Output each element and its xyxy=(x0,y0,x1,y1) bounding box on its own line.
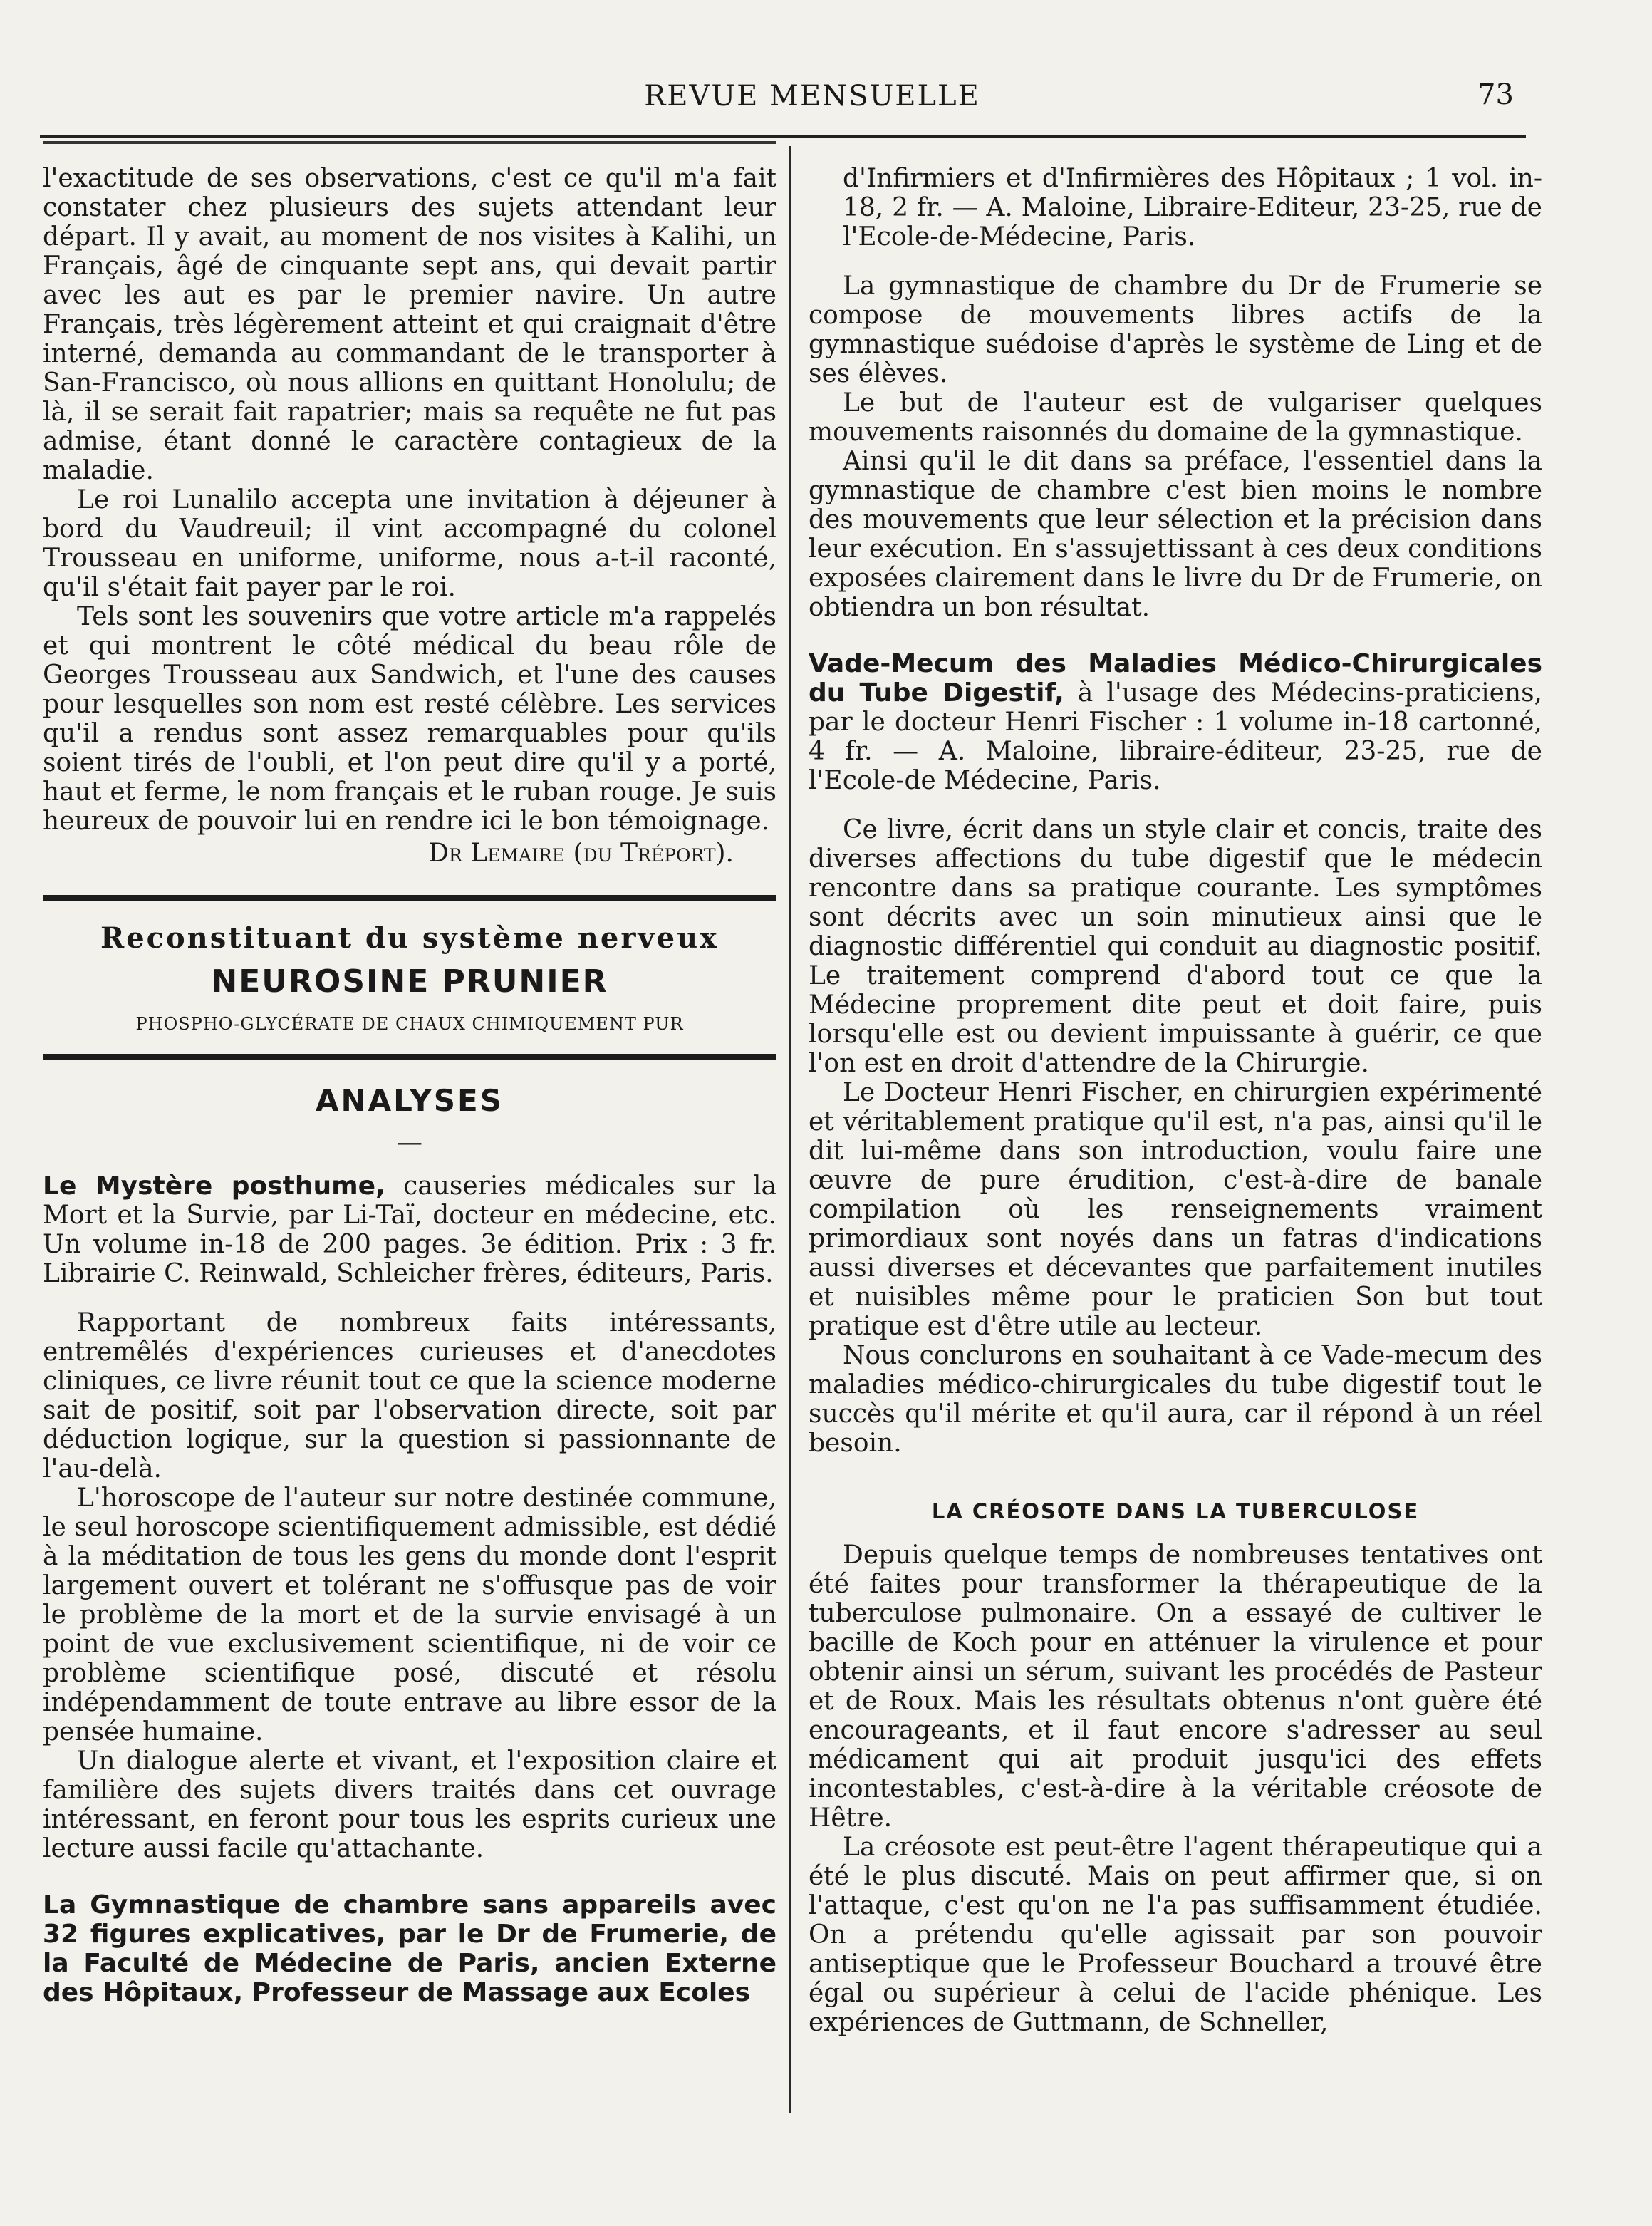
book-title: La Gymnastique de chambre sans appareils avec 32 figures explicatives, par le Dr de Frumerie, de la Faculté de Médecine de Paris, ancien Externe des Hôpitaux, Professeur de Massage aux Ecoles xyxy=(43,1890,776,2007)
ad-rule-bottom xyxy=(43,1054,776,1060)
review-paragraph: Ce livre, écrit dans un style clair et concis, traite des diverses affections du tube digestif que le médecin rencontre dans sa pratique courante. Les symptômes sont décrits avec un soin minutieux ainsi que le diagnostic différentiel qui conduit au diagnostic positif. Le traitement comprend d'abord tout ce que la Médecine proprement dite peut et doit faire, puis lorsqu'elle est ou devient impuissante à guérir, ce que l'on est en droit d'attendre de la Chirurgie. xyxy=(809,815,1542,1078)
section-dash: — xyxy=(397,1128,422,1157)
ad-description: PHOSPHO-GLYCÉRATE DE CHAUX CHIMIQUEMENT PUR xyxy=(135,1014,684,1034)
book-heading-continuation: d'Infirmiers et d'Infirmières des Hôpitaux ; 1 vol. in-18, 2 fr. — A. Maloine, Libraire-Editeur, 23-25, rue de l'Ecole-de-Médecine, Paris. xyxy=(843,164,1542,252)
book-title: Vade-Mecum des Maladies Médico-Chirurgicales du Tube Digestif, xyxy=(809,649,1542,708)
book-details: à l'usage des Médecins-praticiens, par le docteur Henri Fischer : 1 volume in-18 cartonné, 4 fr. — A. Maloine, libraire-éditeur, 23-25, rue de l'Ecole-de Médecine, Paris. xyxy=(809,678,1542,795)
ad-rule-top xyxy=(43,895,776,901)
running-title: REVUE MENSUELLE xyxy=(644,80,980,113)
review-paragraph: Nous conclurons en souhaitant à ce Vade-mecum des maladies médico-chirurgicales du tube digestif tout le succès qu'il mérite et qu'il aura, car il répond à un réel besoin. xyxy=(809,1341,1542,1458)
review-paragraph: La gymnastique de chambre du Dr de Frumerie se compose de mouvements libres actifs de la gymnastique suédoise d'après le système de Ling et de ses élèves. xyxy=(809,271,1542,388)
section-title: ANALYSES xyxy=(316,1083,504,1118)
letter-paragraph: l'exactitude de ses observations, c'est ce qu'il m'a fait constater chez plusieurs des sujets attendant leur départ. Il y avait, au moment de nos visites à Kalihi, un Français, âgé de cinquante sept ans, qui devait partir avec les aut es par le premier navire. Un autre Français, très légèrement atteint et qui craignait d'être interné, demanda au commandant de le transporter à San-Francisco, où nous allions en quittant Honolulu; de là, il se serait fait rapatrier; mais sa requête ne fut pas admise, étant donné le caractère contagieux de la maladie. xyxy=(43,164,776,485)
book-title: Le Mystère posthume, xyxy=(43,1171,385,1201)
letter-signature: Dr Lemaire (du Tréport). xyxy=(428,839,734,868)
page-number: 73 xyxy=(1477,78,1514,111)
header-rule xyxy=(40,135,1526,138)
letter-paragraph: Le roi Lunalilo accepta une invitation à déjeuner à bord du Vaudreuil; il vint accompagné du colonel Trousseau en uniforme, uniforme, nous a-t-il raconté, qu'il s'était fait payer par le roi. xyxy=(43,485,776,602)
review-paragraph: Rapportant de nombreux faits intéressants, entremêlés d'expériences curieuses et d'anecdotes cliniques, ce livre réunit tout ce que la science moderne sait de positif, soit par l'observation directe, soit par déduction logique, sur la question si passionnante de l'au-delà. xyxy=(43,1308,776,1484)
review-paragraph: Le Docteur Henri Fischer, en chirurgien expérimenté et véritablement pratique qu'il est, n'a pas, ainsi qu'il le dit lui-même dans son introduction, voulu faire une œuvre de pure érudition, c'est-à-dire de banale compilation où les renseignements vraiment primordiaux sont noyés dans un fatras d'indications aussi diverses et décevantes que parfaitement inutiles et nuisibles même pour le praticien Son but tout pratique est d'être utile au lecteur. xyxy=(809,1078,1542,1341)
right-column xyxy=(809,164,1542,2037)
article-paragraph: La créosote est peut-être l'agent thérapeutique qui a été le plus discuté. Mais on peut affirmer que, si on l'attaque, c'est qu'on ne l'a pas suffisamment étudiée. On a prétendu qu'elle agissait par son pouvoir antiseptique que le Professeur Bouchard a trouvé être égal ou supérieur à celui de l'acide phénique. Les expériences de Guttmann, de Schneller, xyxy=(809,1833,1542,2037)
review-paragraph: Un dialogue alerte et vivant, et l'exposition claire et familière des sujets divers traités dans cet ouvrage intéressant, en feront pour tous les esprits curieux une lecture aussi facile qu'attachante. xyxy=(43,1746,776,1863)
column-divider xyxy=(789,146,791,2113)
header-rule-thick xyxy=(43,141,776,144)
left-column xyxy=(43,164,776,2007)
review-paragraph: Ainsi qu'il le dit dans sa préface, l'essentiel dans la gymnastique de chambre c'est bien moins le nombre des mouvements que leur sélection et la précision dans leur exécution. En s'assujettissant à ces deux conditions exposées clairement dans le livre du Dr de Frumerie, on obtiendra un bon résultat. xyxy=(809,447,1542,622)
book-details: causeries médicales sur la Mort et la Survie, par Li-Taï, docteur en médecine, etc. Un volume in-18 de 200 pages. 3e édition. Prix : 3 fr. Librairie C. Reinwald, Schleicher frères, éditeurs, Paris. xyxy=(43,1171,776,1288)
review-paragraph: L'horoscope de l'auteur sur notre destinée commune, le seul horoscope scientifiquement admissible, est dédié à la méditation de tous les gens du monde dont l'esprit largement ouvert et tolérant ne s'offusque pas de voir le problème de la mort et de la survie envisagé à un point de vue exclusivement scientifique, ni de voir ce problème scientifique posé, discuté et résolu indépendamment de toute entrave au libre essor de la pensée humaine. xyxy=(43,1484,777,1746)
book-heading xyxy=(809,649,1542,795)
book-heading xyxy=(43,1890,776,2007)
book-heading xyxy=(43,1171,776,1288)
ad-product-name: NEUROSINE PRUNIER xyxy=(211,963,608,1000)
review-paragraph: Le but de l'auteur est de vulgariser quelques mouvements raisonnés du domaine de la gymnastique. xyxy=(809,388,1542,447)
article-paragraph: Depuis quelque temps de nombreuses tentatives ont été faites pour transformer la thérapeutique de la tuberculose pulmonaire. On a essayé de cultiver le bacille de Koch pour en atténuer la virulence et pour obtenir ainsi un sérum, suivant les procédés de Pasteur et de Roux. Mais les résultats obtenus n'ont guère été encourageants, et il faut encore s'adresser au seul médicament qui ait produit jusqu'ici des effets incontestables, c'est-à-dire à la véritable créosote de Hêtre. xyxy=(809,1541,1542,1833)
article-title: LA CRÉOSOTE DANS LA TUBERCULOSE xyxy=(931,1499,1420,1523)
letter-paragraph: Tels sont les souvenirs que votre article m'a rappelés et qui montrent le côté médical du beau rôle de Georges Trousseau aux Sandwich, et l'une des causes pour lesquelles son nom est resté célèbre. Les services qu'il a rendus sont assez remarquables pour qu'ils soient tirés de l'oubli, et l'on peut dire qu'il y a porté, haut et ferme, le nom français et le ruban rouge. Je suis heureux de pouvoir lui en rendre ici le bon témoignage. xyxy=(43,602,776,836)
ad-tagline: Reconstituant du système nerveux xyxy=(100,921,719,955)
